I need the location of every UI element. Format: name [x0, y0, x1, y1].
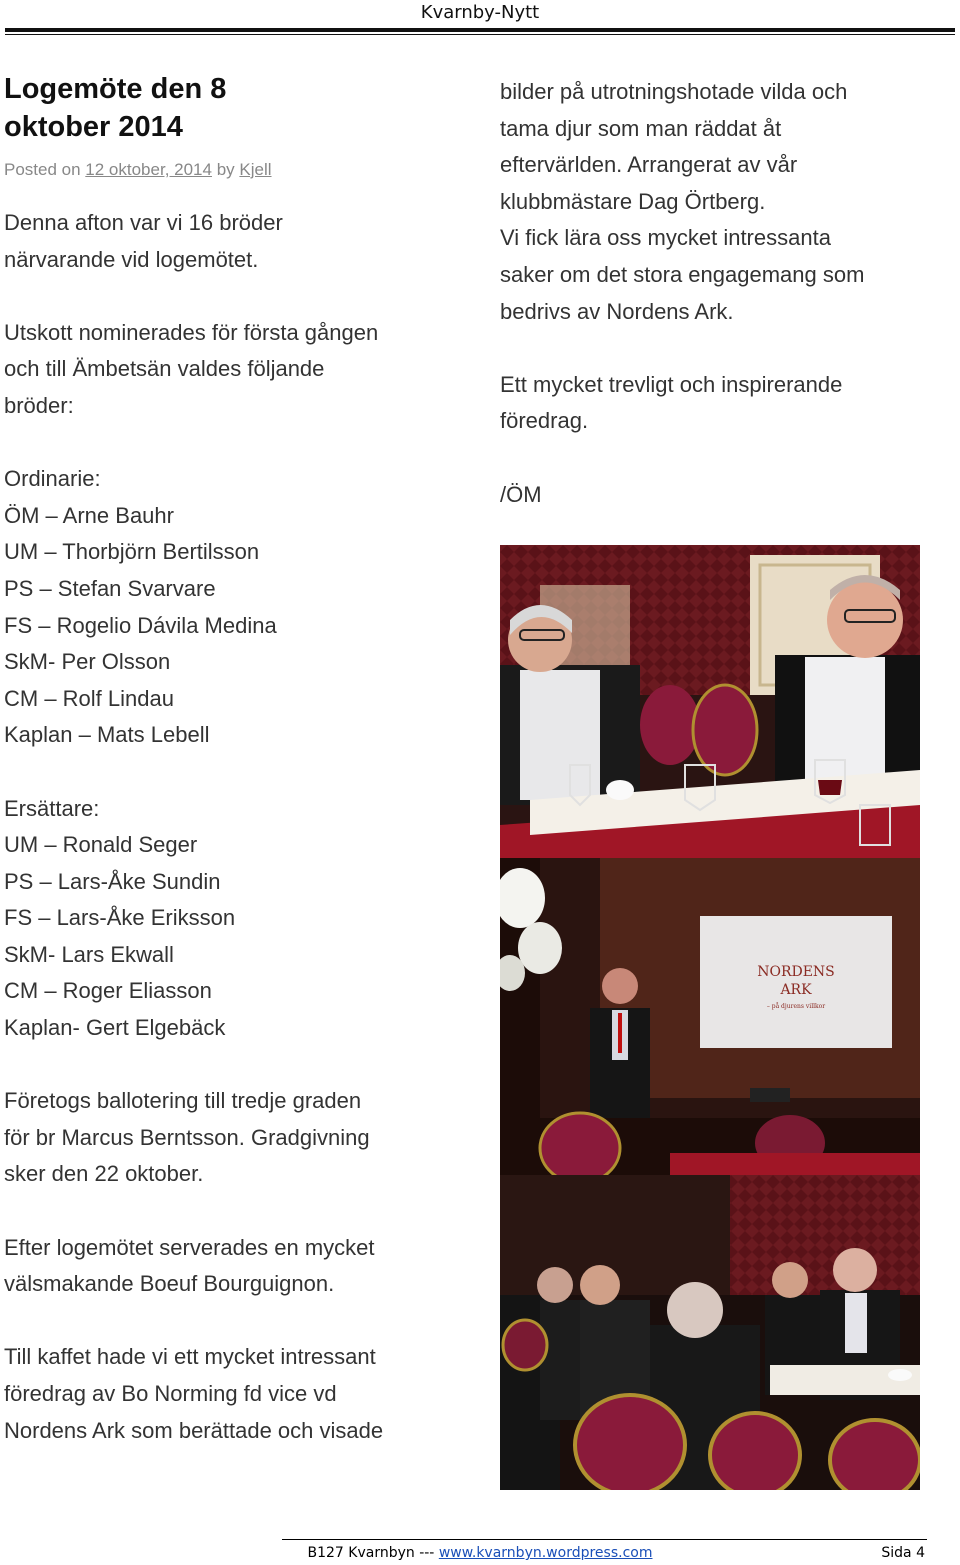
post-meta: Posted on 12 oktober, 2014 by Kjell: [4, 160, 272, 179]
photo-dinner-table: [500, 545, 920, 858]
header-rule: [5, 28, 955, 32]
post-title: Logemöte den 8 oktober 2014: [4, 73, 227, 143]
slide-line2: ARK: [780, 982, 812, 998]
photo-audience: [500, 1175, 920, 1490]
photo-audience-image: [500, 1175, 920, 1490]
right-column: [500, 74, 940, 513]
photo-presentation-image: [500, 858, 920, 1175]
newsletter-title: Kvarnby-Nytt: [420, 2, 540, 23]
paragraph-lecture-continued: bilder på utrotningshotade vilda och tama djur som man räddat åt eftervärlden. Arrangerat av vår klubbmästare Dag Örtberg. Vi fick lära oss mycket intressanta saker om det stora engagemang som bedrivs av Nordens Ark.: [500, 79, 865, 324]
footer-website-link[interactable]: www.kvarnbyn.wordpress.com: [438, 1545, 653, 1561]
slide-line1: NORDENS: [757, 964, 835, 980]
paragraph-summary: Ett mycket trevligt och inspirerande föredrag.: [500, 371, 843, 434]
slide-tagline: – på djurens villkor: [766, 1003, 826, 1010]
page-number: Sida 4: [881, 1545, 925, 1561]
header-rule-thin: [5, 34, 955, 35]
paragraph-attendance: Denna afton var vi 16 bröder närvarande vid logemötet.: [4, 210, 283, 272]
photo-presentation: [500, 858, 920, 1175]
signature: /ÖM: [500, 481, 542, 507]
footer-rule: [282, 1539, 927, 1540]
page-header: [0, 0, 960, 25]
photo-dinner-table-image: [500, 545, 920, 858]
paragraph-ballotering: Företogs ballotering till tredje graden för br Marcus Berntsson. Gradgivning sker den 22 oktober.: [4, 1088, 370, 1187]
paragraph-lecture: Till kaffet hade vi ett mycket intressant föredrag av Bo Norming fd vice vd Nordens Ark som berättade och visade: [4, 1344, 384, 1443]
paragraph-committee: Utskott nominerades för första gången och till Ämbetsän valdes följande bröder:: [4, 319, 379, 418]
paragraph-dinner: Efter logemötet serverades en mycket välsmakande Boeuf Bourguignon.: [4, 1234, 375, 1297]
post-date-link[interactable]: 12 oktober, 2014: [85, 160, 212, 179]
post-author-link[interactable]: Kjell: [239, 160, 272, 179]
left-column: [4, 70, 474, 1449]
list-ordinarie: Ordinarie: ÖM – Arne Bauhr UM – Thorbjörn Bertilsson PS – Stefan Svarvare FS – Rogelio Dávila Medina SkM- Per Olsson CM – Rolf Lindau Kaplan – Mats Lebell: [4, 466, 277, 748]
list-ersattare: Ersättare: UM – Ronald Seger PS – Lars-Åke Sundin FS – Lars-Åke Eriksson SkM- Lars Ekwall CM – Roger Eliasson Kaplan- Gert Elgebäck: [4, 795, 236, 1041]
footer-credit: B127 Kvarnbyn --- www.kvarnbyn.wordpress.com: [307, 1545, 653, 1561]
